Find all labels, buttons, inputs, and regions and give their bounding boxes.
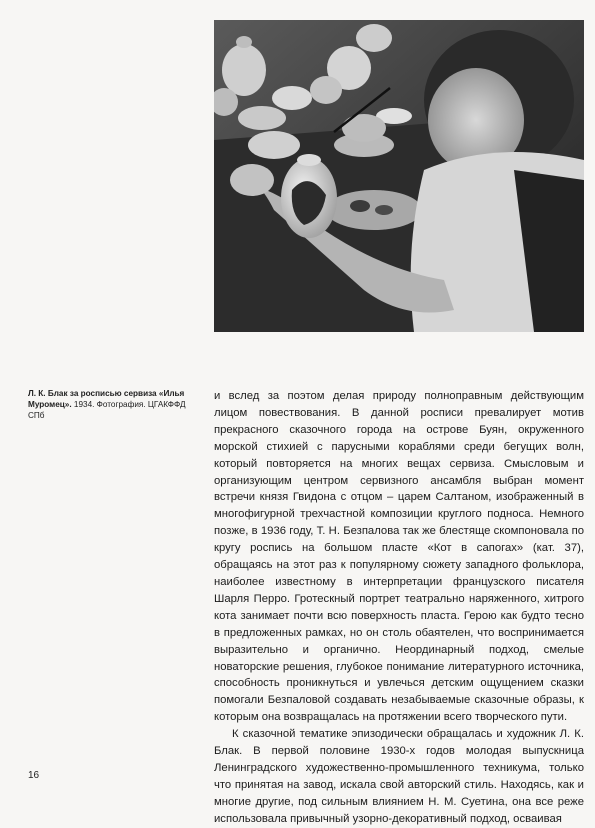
photo-caption xyxy=(28,388,200,421)
photograph-image xyxy=(214,20,584,332)
page-number: 16 xyxy=(28,770,40,781)
article-body xyxy=(214,388,584,828)
photograph xyxy=(214,20,584,332)
paragraph: и вслед за поэтом делая природу полноправным действующим лицом повествования. В данной росписи превалирует мотив прекрасного сказочного города на острове Буян, окруженного морской стихией с парусными кораблями среди бегущих волн, который повторяется на многих вещах сервиза. Смысловым и организующим центром сервизного ансамбля выбран момент встречи князя Гвидона с отцом – царем Салтаном, изображенный в многофигурной трехчастной композиции круглого подноса. Немного позже, в 1936 году, Т. Н. Безпалова так же блестяще скомпоновала по кругу роспись на большом пласте «Кот в сапогах» (кат. 37), обращаясь на этот раз к популярному сюжету западного фольклора, наиболее известному в интерпретации французского писателя Шарля Перро. Гротескный портрет театрально наряженного, хитрого кота занимает почти всю поверхность пласта. Герою как будто тесно в предложенных рамках, но он столь обаятелен, что воспринимается выразительно и органично. Неординарный подход, смелые новаторские решения, глубокое понимание литературного источника, способность проникнуться и увлечься детским ощущением сказки помогали Безпаловой создавать незабываемые сказочные образы, к которым она возвращалась на протяжении всего творческого пути. xyxy=(214,390,584,724)
caption-details: 1934. Фотография. ЦГАКФФД СПб xyxy=(28,400,186,420)
caption-title: Л. К. Блак за росписью сервиза «Илья Муромец». xyxy=(28,389,185,409)
paragraph: К сказочной тематике эпизодически обращалась и художник Л. К. Блак. В первой половине 1930-х годов молодая выпускница Ленинградского художественно-промышленного техникума, только что принятая на завод, искала свой авторский стиль. Находясь, как и многие другие, под сильным влиянием Н. М. Суетина, она все реже использовала привычный узорно-декоративный подход, осваивая xyxy=(214,728,584,825)
